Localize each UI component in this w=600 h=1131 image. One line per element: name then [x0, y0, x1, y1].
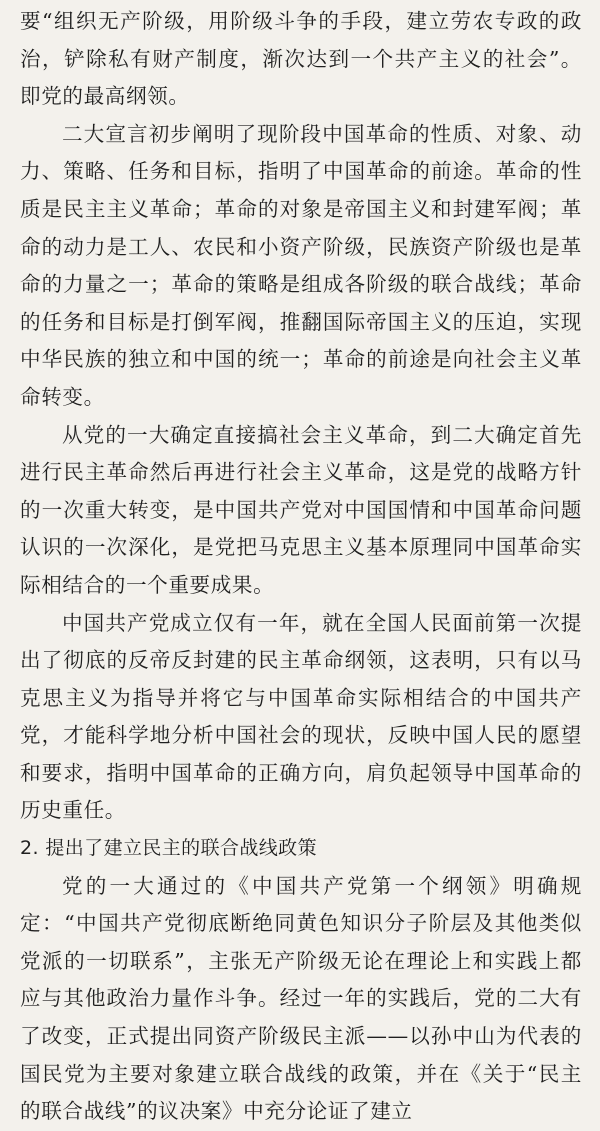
paragraph-second-congress-declaration: 二大宣言初步阐明了现阶段中国革命的性质、对象、动力、策略、任务和目标，指明了中国革命的前途。革命的性质是民主主义革命；革命的对象是帝国主义和封建军阀；革命的动力是工人、农民和小资产阶级，民族资产阶级也是革命的力量之一；革命的策略是组成各阶级的联合战线；革命的任务和目标是打倒军阀，推翻国际帝国主义的压迫，实现中华民族的独立和中国的统一；革命的前途是向社会主义革命转变。 — [20, 121, 582, 409]
section-heading: 2. 提出了建立民主的联合战线政策 — [20, 837, 317, 860]
paragraph-continuation: 要“组织无产阶级，用阶级斗争的手段，建立劳农专政的政治，铲除私有财产制度，渐次达到一个共产主义的社会”。即党的最高纲领。 — [20, 9, 582, 109]
paragraph-united-front: 党的一大通过的《中国共产党第一个纲领》明确规定：“中国共产党彻底断绝同黄色知识分子阶层及其他类似党派的一切联系”，主张无产阶级无论在理论上和实践上都应与其他政治力量作斗争。经过一年的实践后，党的二大有了改变，正式提出同资产阶级民主派——以孙中山为代表的国民党为主要对象建立联合战线的政策，并在《关于“民主的联合战线”的议决案》中充分论证了建立 — [20, 873, 582, 1124]
paragraph-strategic-shift: 从党的一大确定直接搞社会主义革命，到二大确定首先进行民主革命然后再进行社会主义革命，这是党的战略方针的一次重大转变，是中国共产党对中国国情和中国革命问题认识的一次深化，是党把马克思主义基本原理同中国革命实际相结合的一个重要成果。 — [20, 422, 582, 597]
paragraph-historical-significance: 中国共产党成立仅有一年，就在全国人民面前第一次提出了彻底的反帝反封建的民主革命纲领，这表明，只有以马克思主义为指导并将它与中国革命实际相结合的中国共产党，才能科学地分析中国社会的现状，反映中国人民的愿望和要求，指明中国革命的正确方向，肩负起领导中国革命的历史重任。 — [20, 610, 582, 823]
